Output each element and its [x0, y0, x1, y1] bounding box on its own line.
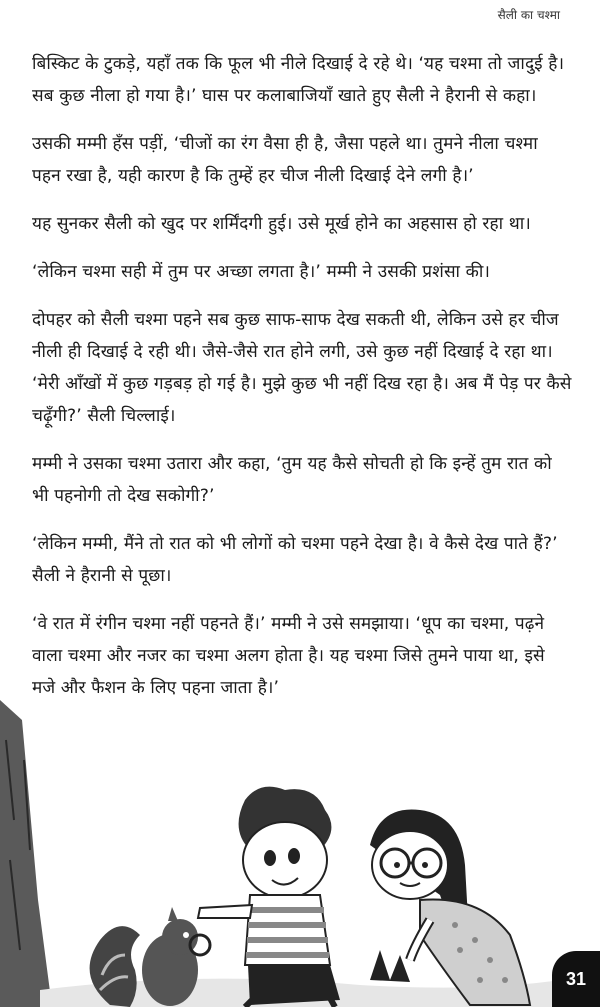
paragraph-2: उसकी मम्मी हँस पड़ीं, ‘चीजों का रंग वैसा ही है, जैसा पहले था। तुमने नीला चश्मा पहन रखा है, यही कारण है कि तुम्हें हर चीज नीली दिखाई देने लगी है।’ [32, 134, 538, 186]
paragraph-7: ‘लेकिन मम्मी, मैंने तो रात को भी लोगों को चश्मा पहने देखा है। वे कैसे देख पाते हैं?’ सैली ने हैरानी से पूछा। [32, 534, 558, 586]
paragraph-4: ‘लेकिन चश्मा सही में तुम पर अच्छा लगता है।’ मम्मी ने उसकी प्रशंसा की। [32, 262, 491, 282]
paragraph-1: बिस्किट के टुकड़े, यहाँ तक कि फूल भी नीले दिखाई दे रहे थे। ‘यह चश्मा तो जादुई है। सब कुछ नीला हो गया है।’ घास पर कलाबाजियाँ खाते हुए सैली ने हैरानी से कहा। [32, 54, 565, 106]
paragraph-8: ‘वे रात में रंगीन चश्मा नहीं पहनते हैं।’ मम्मी ने उसे समझाया। ‘धूप का चश्मा, पढ़ने वाला चश्मा और नजर का चश्मा अलग होता है। यह चश्मा जिसे तुमने पाया था, इसे मजे और फैशन के लिए पहना जाता है।’ [32, 614, 545, 698]
header-title: सैली का चश्मा [497, 8, 560, 22]
paragraph-3: यह सुनकर सैली को खुद पर शर्मिंदगी हुई। उसे मूर्ख होने का अहसास हो रहा था। [32, 214, 531, 234]
squirrel [90, 907, 210, 1007]
illustration [0, 700, 600, 1007]
page-number: 31 [552, 951, 600, 1007]
paragraph-6: मम्मी ने उसका चश्मा उतारा और कहा, ‘तुम यह कैसे सोचती हो कि इन्हें तुम रात को भी पहनोगी तो देख सकोगी?’ [32, 454, 552, 506]
paragraph-5: दोपहर को सैली चश्मा पहने सब कुछ साफ-साफ देख सकती थी, लेकिन उसे हर चीज नीली ही दिखाई दे रही थी। जैसे-जैसे रात होने लगी, उसे कुछ नहीं दिखाई दे रहा था। ‘मेरी आँखों में कुछ गड़बड़ हो गई है। मुझे कुछ भी नहीं दिख रहा है। अब मैं पेड़ पर कैसे चढ़ूँगी?’ सैली चिल्लाई। [32, 310, 572, 426]
story-text [32, 48, 572, 720]
tree-trunk [0, 700, 52, 1007]
boy [198, 787, 340, 1007]
